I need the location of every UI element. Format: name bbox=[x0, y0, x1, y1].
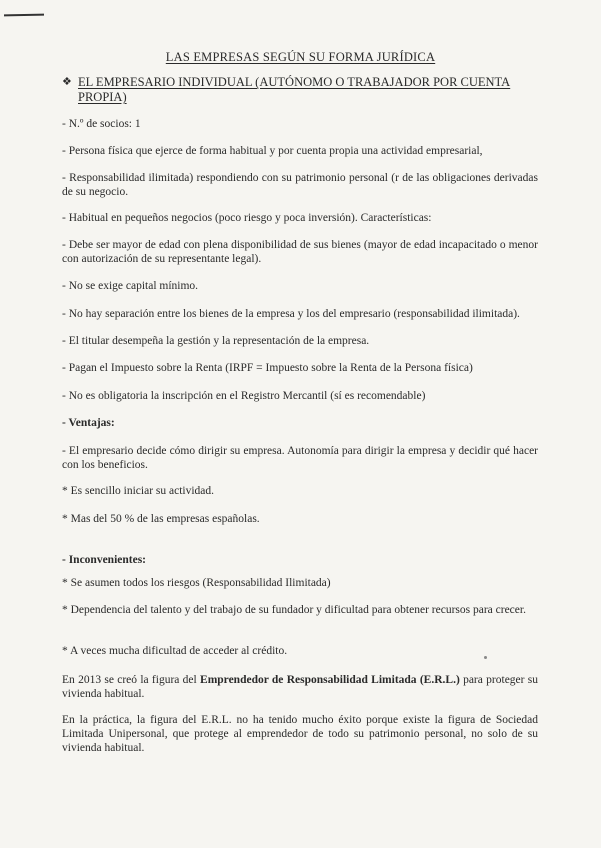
ventaja-item: * Mas del 50 % de las empresas españolas. bbox=[62, 513, 260, 525]
erl-suffix: para proteger su vivienda habitual. bbox=[62, 674, 538, 700]
inconvenientes-heading: - Inconvenientes: bbox=[62, 554, 147, 566]
paragraph: - Persona física que ejerce de forma habitual y por cuenta propia una actividad empresarial, bbox=[62, 145, 483, 157]
section-heading bbox=[62, 75, 532, 105]
section-heading-text: EL EMPRESARIO INDIVIDUAL (AUTÓNOMO O TRABAJADOR POR CUENTA PROPIA) bbox=[78, 75, 511, 104]
paragraph: - N.º de socios: 1 bbox=[62, 118, 141, 130]
paragraph: - Pagan el Impuesto sobre la Renta (IRPF = Impuesto sobre la Renta de la Persona física) bbox=[62, 362, 473, 374]
paragraph: - El titular desempeña la gestión y la representación de la empresa. bbox=[62, 335, 370, 347]
paragraph: - Responsabilidad ilimitada) respondiendo con su patrimonio personal (r de las obligaciones derivadas de su negocio. bbox=[62, 172, 538, 198]
inconveniente-item: * Dependencia del talento y del trabajo de su fundador y dificultad para obtener recursos para crecer. bbox=[62, 604, 526, 616]
inconveniente-item: * A veces mucha dificultad de acceder al crédito. bbox=[62, 645, 288, 657]
paragraph: - No es obligatoria la inscripción en el Registro Mercantil (sí es recomendable) bbox=[62, 390, 426, 402]
erl-bold: Emprendedor de Responsabilidad Limitada (E.R.L.) bbox=[200, 674, 460, 686]
paragraph: - Debe ser mayor de edad con plena disponibilidad de sus bienes (mayor de edad incapacitado o menor con autorización de su representante legal). bbox=[62, 239, 538, 265]
closing-paragraph: En la práctica, la figura del E.R.L. no ha tenido mucho éxito porque existe la figura de Sociedad Limitada Unipersonal, que protege al emprendedor de todo su patrimonio personal, no solo de su vivienda habitual. bbox=[62, 714, 538, 754]
ventaja-item: * Es sencillo iniciar su actividad. bbox=[62, 485, 215, 497]
inconveniente-item: * Se asumen todos los riesgos (Responsabilidad Ilimitada) bbox=[62, 577, 331, 589]
paragraph: - No hay separación entre los bienes de la empresa y los del empresario (responsabilidad ilimitada). bbox=[62, 308, 520, 320]
erl-paragraph bbox=[62, 673, 538, 701]
scan-speck bbox=[484, 656, 487, 659]
ventaja-item: - El empresario decide cómo dirigir su empresa. Autonomía para dirigir la empresa y decidir qué hacer con los beneficios. bbox=[62, 445, 538, 471]
erl-prefix: En 2013 se creó la figura del bbox=[62, 674, 201, 686]
paragraph: - Habitual en pequeños negocios (poco riesgo y poca inversión). Características: bbox=[62, 212, 432, 224]
scan-mark bbox=[4, 14, 44, 17]
paragraph: - No se exige capital mínimo. bbox=[62, 280, 199, 292]
ventajas-heading: - Ventajas: bbox=[62, 417, 115, 429]
diamond-bullet-icon: ❖ bbox=[62, 76, 72, 88]
document-title: LAS EMPRESAS SEGÚN SU FORMA JURÍDICA bbox=[165, 50, 436, 64]
